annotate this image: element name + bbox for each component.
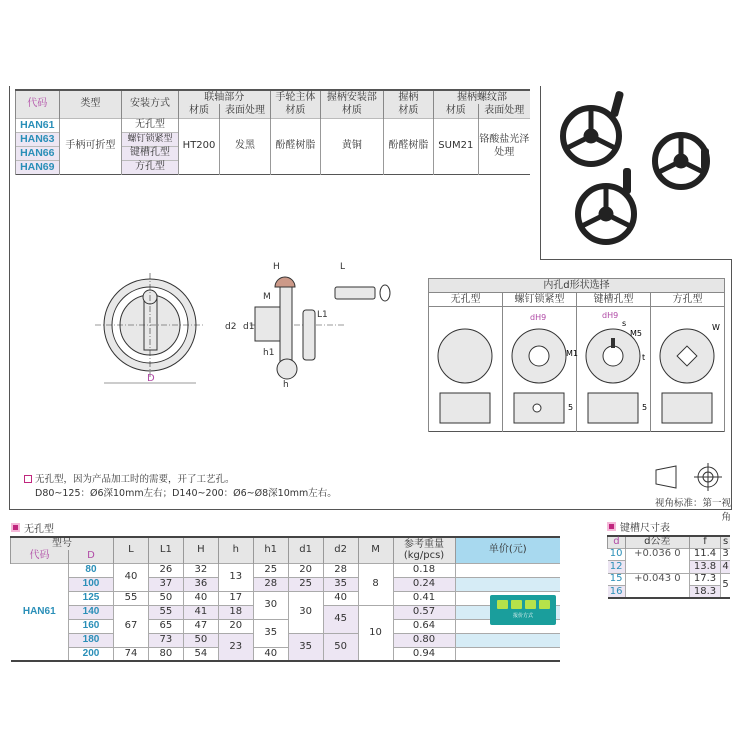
shape-type: 键槽孔型: [577, 293, 651, 307]
col-weight: 参考重量(kg/pcs): [393, 537, 455, 563]
code-cell: HAN61: [16, 118, 60, 132]
dim-H: H: [273, 262, 280, 272]
shape-screw: [503, 307, 577, 432]
sub-material: 材质: [178, 104, 219, 118]
dim-D: D: [147, 373, 155, 384]
table-row: [11, 577, 561, 591]
label-dh9: dH9: [601, 310, 618, 320]
h-cap-cell: 47: [183, 619, 218, 633]
section-title-plain: [11, 520, 54, 535]
d-cell: 12: [608, 561, 626, 574]
price-cell: [455, 577, 560, 591]
h1-cell: 40: [253, 647, 288, 661]
f-cell: 13.8: [689, 561, 720, 574]
col-d: d: [608, 536, 626, 548]
f-cell: 11.4: [689, 548, 720, 561]
shape-type: 螺钉锁紧型: [503, 293, 577, 307]
h-cell: 23: [218, 633, 253, 661]
col-body: 手轮主体: [270, 90, 320, 104]
col-shaft: 联轴部分: [178, 90, 270, 104]
label-dh9: dH9: [529, 312, 546, 322]
sub-material: 材质: [383, 104, 433, 118]
install-cell: 无孔型: [122, 118, 179, 132]
price-cell: [455, 563, 560, 577]
weight-cell: 0.64: [393, 619, 455, 633]
phone-icon: [511, 600, 522, 609]
h-cap-cell: 36: [183, 577, 218, 591]
shape-keyway: [577, 307, 651, 432]
col-tol: d公差: [625, 536, 689, 548]
note-line2: D80~125：Ø6深10mm左右；D140~200：Ø6~Ø8深10mm左右。: [35, 488, 337, 499]
weight-cell: 0.57: [393, 605, 455, 619]
table-row: [11, 619, 561, 633]
col-code: 代码: [16, 90, 60, 118]
h-cell: 13: [218, 563, 253, 591]
label-w: W: [711, 322, 720, 332]
d-cell: 125: [69, 591, 114, 605]
handwheel-drawing: [95, 255, 405, 395]
keyway-table: [607, 535, 730, 599]
d-cell: 16: [608, 586, 626, 599]
l-cell: 67: [113, 605, 148, 647]
mail-icon: [525, 600, 536, 609]
col-grip-mount: 握柄安装部: [321, 90, 384, 104]
f-cell: 17.3: [689, 573, 720, 586]
h-cap-cell: 40: [183, 591, 218, 605]
table-row: [11, 647, 561, 661]
col-D: D: [69, 550, 114, 563]
contact-button[interactable]: [490, 595, 556, 625]
col-install: 安装方式: [122, 90, 179, 118]
grip-material: 酚醛树脂: [383, 118, 433, 174]
col-model: 型号: [11, 537, 114, 550]
col-grip: 握柄: [383, 90, 433, 104]
col-type: 类型: [59, 90, 122, 118]
d2-cell: 45: [323, 605, 358, 633]
computer-icon: [497, 600, 508, 609]
h-cap-cell: 32: [183, 563, 218, 577]
d1-cell: 25: [288, 577, 323, 591]
d2-cell: 28: [323, 563, 358, 577]
h1-cell: 35: [253, 619, 288, 647]
d-cell: 10: [608, 548, 626, 561]
table-row: [608, 573, 731, 586]
note-bullet-icon: [24, 475, 32, 483]
shape-plain: [429, 307, 503, 432]
col-s: s: [721, 536, 730, 548]
spec-table: [15, 89, 530, 175]
l1-cell: 80: [148, 647, 183, 661]
h-cap-cell: 54: [183, 647, 218, 661]
code-cell: HAN66: [16, 146, 60, 160]
l1-cell: 65: [148, 619, 183, 633]
col-f: f: [689, 536, 720, 548]
install-cell: 方孔型: [122, 160, 179, 174]
thread-material: SUM21: [434, 118, 478, 174]
code-cell: HAN63: [16, 132, 60, 146]
d1-cell: 35: [288, 633, 323, 661]
f-cell: 18.3: [689, 586, 720, 599]
dim-d1: d1: [243, 322, 255, 332]
m-cell: 8: [358, 563, 393, 605]
price-cell: [455, 633, 560, 647]
d-cell: 15: [608, 573, 626, 586]
l1-cell: 50: [148, 591, 183, 605]
d2-cell: 35: [323, 577, 358, 591]
shape-type: 方孔型: [651, 293, 725, 307]
tol-cell: +0.043 0: [625, 573, 689, 598]
l1-cell: 37: [148, 577, 183, 591]
h1-cell: 28: [253, 577, 288, 591]
code-cell: HAN61: [11, 563, 69, 661]
d-cell: 200: [69, 647, 114, 661]
label-m1: M1: [565, 348, 578, 358]
label-s: s: [621, 318, 626, 328]
l-cell: 40: [113, 563, 148, 591]
col-H: H: [183, 537, 218, 563]
table-row: [608, 548, 731, 561]
s-cell: 5: [721, 573, 730, 598]
sub-material: 材质: [270, 104, 320, 118]
col-h: h: [218, 537, 253, 563]
label-m5: M5: [629, 328, 642, 338]
dim-L: L: [340, 262, 346, 272]
product-photo: [540, 86, 732, 260]
col-price: 单价(元): [455, 537, 560, 563]
h-cap-cell: 50: [183, 633, 218, 647]
weight-cell: 0.94: [393, 647, 455, 661]
d-cell: 140: [69, 605, 114, 619]
install-cell: 螺钉锁紧型: [122, 132, 179, 146]
section-square-icon: [11, 523, 20, 532]
sub-surface: 表面处理: [220, 104, 270, 118]
col-thread: 握柄螺纹部: [434, 90, 530, 104]
dimension-table: [10, 536, 560, 662]
thread-surface: 铬酸盐光泽处理: [478, 118, 530, 174]
d2-cell: 50: [323, 633, 358, 661]
s-cell: 4: [722, 560, 729, 572]
weight-cell: 0.41: [393, 591, 455, 605]
section-title-keyway: [607, 519, 670, 534]
monitor-icon: [539, 600, 550, 609]
bore-shape-title: 内孔d形状选择: [429, 279, 725, 293]
price-cell: [455, 647, 560, 661]
col-h1: h1: [253, 537, 288, 563]
dim-M: M: [263, 292, 271, 302]
table-row: [11, 563, 561, 577]
weight-cell: 0.24: [393, 577, 455, 591]
d-cell: 160: [69, 619, 114, 633]
section-label: 无孔型: [24, 524, 54, 535]
h-cell: 20: [218, 619, 253, 633]
tol-cell: +0.036 0: [625, 548, 689, 573]
h-cell: 17: [218, 591, 253, 605]
section-square-icon: [607, 522, 616, 531]
h-cell: 18: [218, 605, 253, 619]
sub-material: 材质: [434, 104, 478, 118]
col-L1: L1: [148, 537, 183, 563]
col-d2: d2: [323, 537, 358, 563]
dim-h: h: [283, 380, 289, 390]
l1-cell: 26: [148, 563, 183, 577]
sub-surface: 表面处理: [478, 104, 530, 118]
dim-h1: h1: [263, 348, 275, 358]
m-cell: 10: [358, 605, 393, 661]
section-label: 键槽尺寸表: [620, 523, 670, 534]
d1-cell: 30: [288, 591, 323, 633]
col-M: M: [358, 537, 393, 563]
code-cell: HAN69: [16, 160, 60, 174]
label-5: 5: [567, 402, 573, 412]
h1-cell: 25: [253, 563, 288, 577]
weight-cell: 0.80: [393, 633, 455, 647]
h-cap-cell: 41: [183, 605, 218, 619]
l1-cell: 73: [148, 633, 183, 647]
col-L: L: [113, 537, 148, 563]
contact-label: 报价方式: [512, 613, 533, 619]
l1-cell: 55: [148, 605, 183, 619]
install-cell: 键槽孔型: [122, 146, 179, 160]
body-material: 酚醛树脂: [270, 118, 320, 174]
grip-mount-material: 黄铜: [321, 118, 384, 174]
col-code: 代码: [11, 550, 69, 563]
s-cell: 3: [722, 548, 729, 560]
note: [24, 473, 337, 501]
d1-cell: 20: [288, 563, 323, 577]
dim-L1: L1: [317, 310, 328, 320]
d-cell: 80: [69, 563, 114, 577]
shaft-surface: 发黑: [220, 118, 270, 174]
h1-cell: 30: [253, 591, 288, 619]
label-5: 5: [641, 402, 647, 412]
view-standard: [646, 462, 731, 523]
d-cell: 180: [69, 633, 114, 647]
shape-type: 无孔型: [429, 293, 503, 307]
label-t: t: [641, 352, 645, 362]
note-line1: 无孔型，因为产品加工时的需要，开了工艺孔。: [35, 474, 235, 485]
sub-material: 材质: [321, 104, 384, 118]
col-d1: d1: [288, 537, 323, 563]
dim-d2: d2: [225, 322, 237, 332]
shape-square: [651, 307, 725, 432]
type-cell: 手柄可折型: [59, 118, 122, 174]
d-cell: 100: [69, 577, 114, 591]
weight-cell: 0.18: [393, 563, 455, 577]
shaft-material: HT200: [178, 118, 219, 174]
l-cell: 74: [113, 647, 148, 661]
table-row: [11, 591, 561, 605]
view-standard-label: 视角标准：第一视角: [654, 498, 731, 523]
l-cell: 55: [113, 591, 148, 605]
d2-cell: 40: [323, 591, 358, 605]
bore-shape-table: [428, 278, 725, 432]
